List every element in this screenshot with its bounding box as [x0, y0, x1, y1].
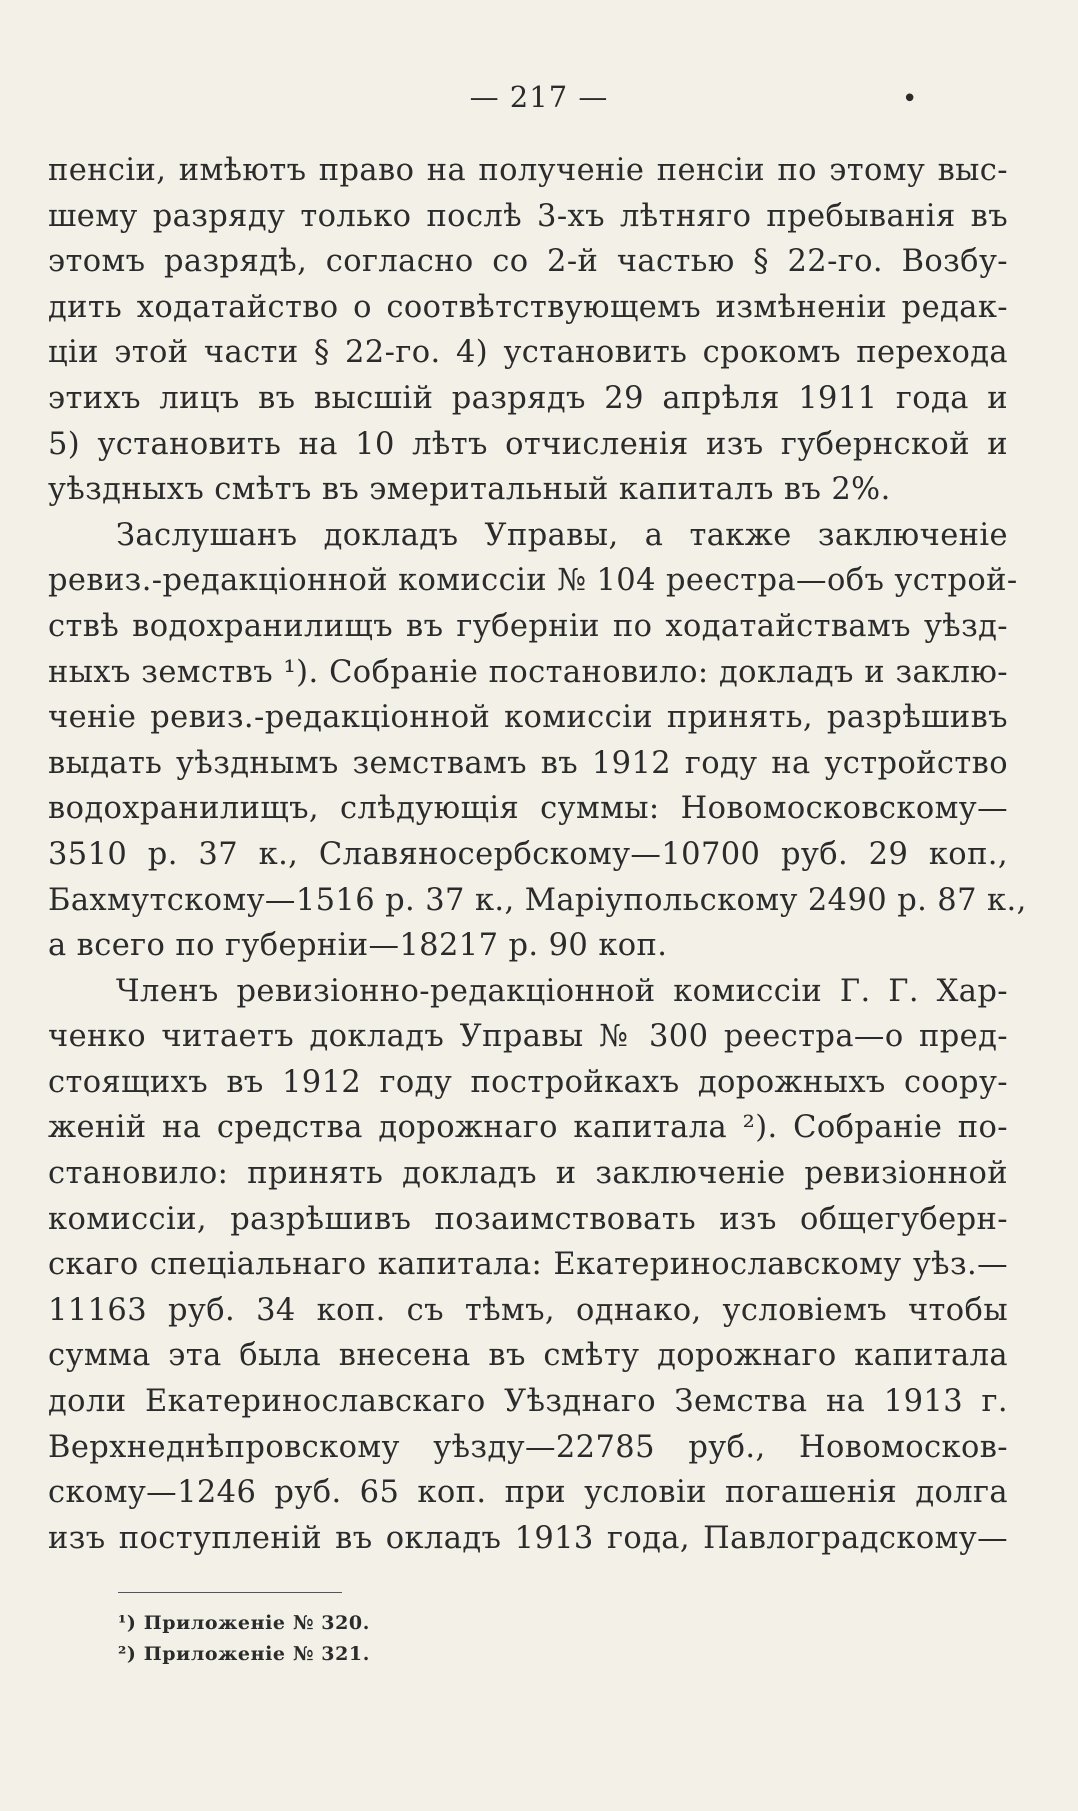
footnote: ²) Приложеніе № 321.: [118, 1643, 370, 1665]
text-line: ныхъ земствъ ¹). Собраніе постановило: докладъ и заклю-: [48, 654, 1008, 690]
print-mark: •: [902, 84, 918, 114]
text-line: скаго спеціальнаго капитала: Екатеринославскому уѣз.—: [48, 1247, 1008, 1283]
text-line: 5) установить на 10 лѣтъ отчисленія изъ губернской и: [48, 426, 1008, 462]
text-line: шему разряду только послѣ 3-хъ лѣтняго пребыванія въ: [48, 198, 1008, 234]
text-line: этихъ лицъ въ высшій разрядъ 29 апрѣля 1911 года и: [48, 380, 1008, 416]
text-line: 3510 р. 37 к., Славяносербскому—10700 руб. 29 коп.,: [48, 836, 1008, 872]
paragraph-first-line: Заслушанъ докладъ Управы, а также заключеніе: [116, 517, 1008, 553]
text-line: Бахмутскому—1516 р. 37 к., Маріупольскому 2490 р. 87 к.,: [48, 882, 1027, 918]
text-line: сумма эта была внесена въ смѣту дорожнаго капитала: [48, 1338, 1008, 1374]
text-line: ствѣ водохранилищъ въ губерніи по ходатайствамъ уѣзд-: [48, 608, 1008, 644]
text-line: доли Екатеринославскаго Уѣзднаго Земства на 1913 г.: [48, 1384, 1008, 1420]
footnote-divider: [118, 1592, 342, 1593]
body-text: [48, 148, 1027, 1561]
text-line: ревиз.-редакціонной комиссіи № 104 реестра—объ устрой-: [48, 563, 1018, 599]
text-line: становило: принять докладъ и заключеніе ревизіонной: [48, 1156, 1008, 1192]
text-line: водохранилищъ, слѣдующія суммы: Новомосковскому—: [48, 791, 1008, 827]
text-line: ціи этой части § 22-го. 4) установить срокомъ перехода: [48, 335, 1008, 371]
text-line: Верхнеднѣпровскому уѣзду—22785 руб., Новомосков-: [48, 1429, 1008, 1465]
text-line: комиссіи, разрѣшивъ позаимствовать изъ общегуберн-: [48, 1201, 1008, 1237]
text-line: ченко читаетъ докладъ Управы № 300 реестра—о пред-: [48, 1019, 1008, 1055]
text-line: дить ходатайство о соотвѣтствующемъ измѣненіи редак-: [48, 289, 1008, 325]
text-line: 11163 руб. 34 коп. съ тѣмъ, однако, условіемъ чтобы: [48, 1292, 1008, 1328]
text-line: женій на средства дорожнаго капитала ²). Собраніе по-: [48, 1110, 1008, 1146]
text-line: скому—1246 руб. 65 коп. при условіи погашенія долга: [48, 1475, 1008, 1511]
text-line: уѣздныхъ смѣтъ въ эмеритальный капиталъ въ 2%.: [48, 472, 891, 508]
text-line: этомъ разрядѣ, согласно со 2-й частью § 22-го. Возбу-: [48, 244, 1008, 280]
text-line: выдать уѣзднымъ земствамъ въ 1912 году на устройство: [48, 745, 1008, 781]
footnote: ¹) Приложеніе № 320.: [118, 1612, 370, 1634]
paragraph-first-line: Членъ ревизіонно-редакціонной комиссіи Г. Г. Хар-: [116, 973, 1008, 1009]
text-line: стоящихъ въ 1912 году постройкахъ дорожныхъ соору-: [48, 1064, 1008, 1100]
text-line: изъ поступленій въ окладъ 1913 года, Павлоградскому—: [48, 1520, 1008, 1556]
text-line: а всего по губерніи—18217 р. 90 коп.: [48, 928, 668, 964]
footnotes: [118, 1608, 370, 1670]
text-line: пенсіи, имѣютъ право на полученіе пенсіи по этому выс-: [48, 153, 1008, 188]
text-line: ченіе ревиз.-редакціонной комиссіи принять, разрѣшивъ: [48, 700, 1008, 736]
page-number-header: — 217 —: [469, 80, 609, 114]
